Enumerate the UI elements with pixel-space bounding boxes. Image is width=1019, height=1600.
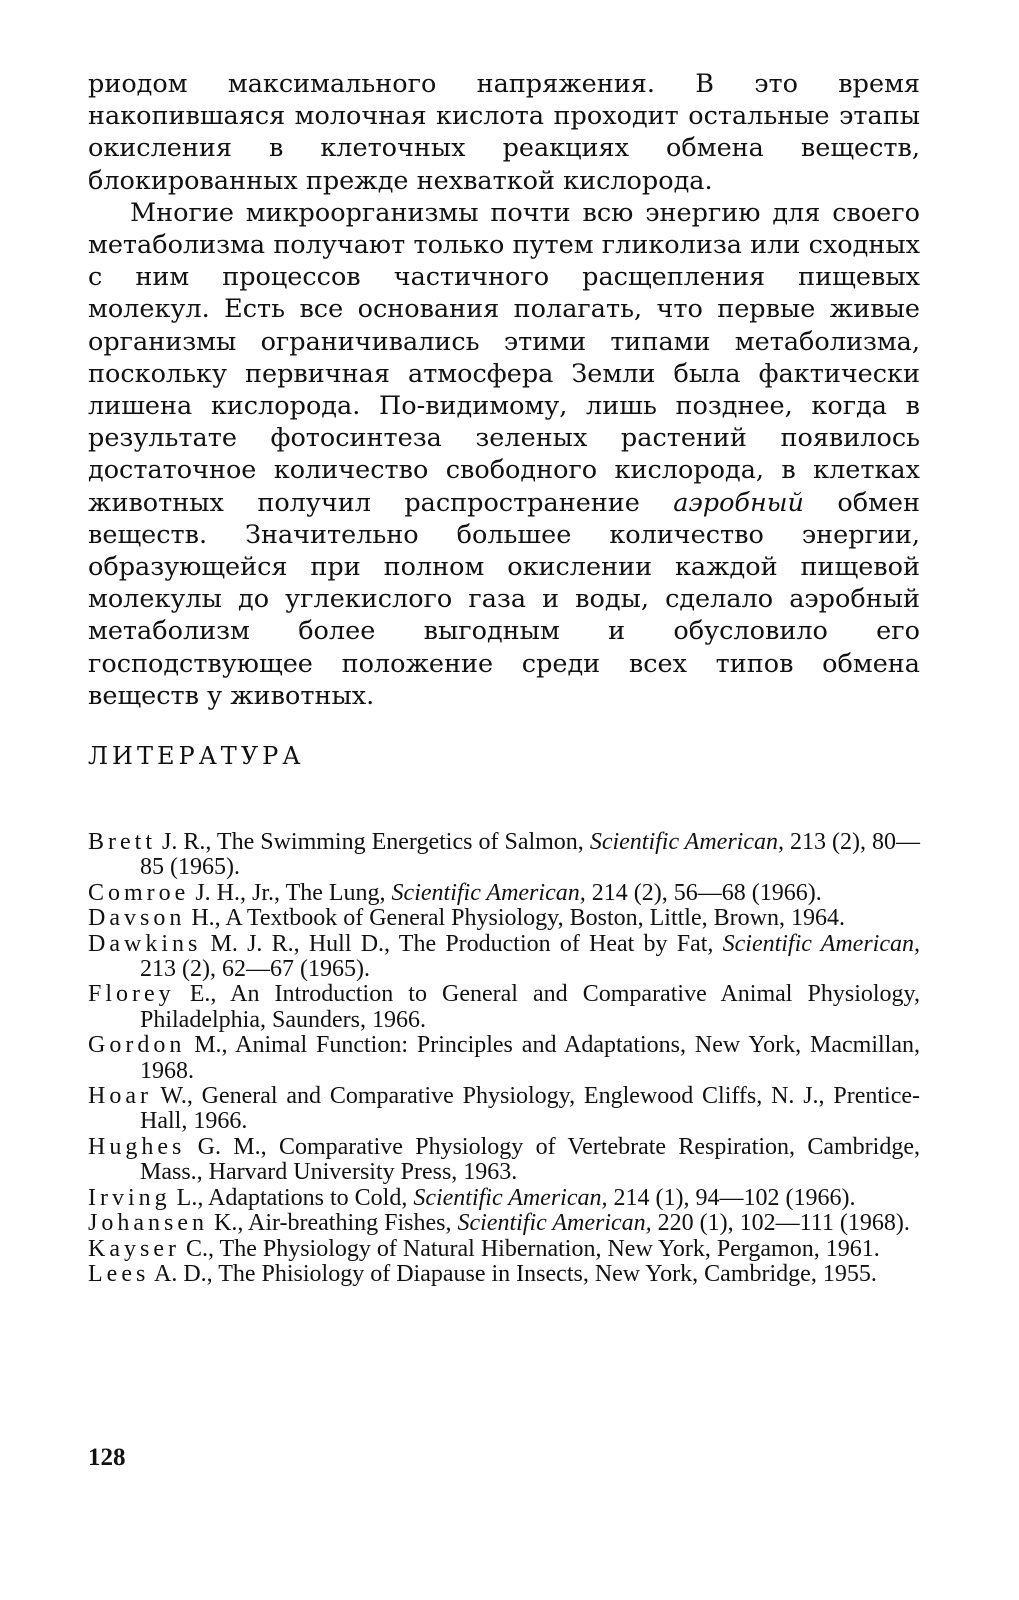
reference-author: Comroe — [88, 879, 190, 906]
reference-journal: Scientific American, — [722, 930, 920, 957]
reference-details: 214 (1), 94—102 (1966). — [607, 1184, 856, 1211]
paragraph-2-text-end: обмен веществ. Значительно большее количество энергии, образующейся при полном окислении каждой пищевой молекулы до углекислого газа и воды, сделало аэробный метаболизм более выгодным и обусловило его господствующее положение среди всех типов обмена веществ у животных. — [88, 487, 920, 711]
reference-author: Irving — [88, 1184, 171, 1211]
reference-text: A. D., The Phisiology of Diapause in Insects, New York, Cambridge, 1955. — [149, 1260, 877, 1287]
page-content — [88, 68, 921, 1287]
body-paragraph-1: риодом максимального напряжения. В это время накопившаяся молочная кислота проходит остальные этапы окисления в клеточных реакциях обмена веществ, блокированных прежде нехваткой кислорода. — [88, 69, 920, 196]
reference-text: M., Animal Function: Principles and Adaptations, New York, Macmillan, 1968. — [140, 1032, 920, 1084]
reference-author: Kayser — [88, 1235, 180, 1262]
reference-journal: Scientific American, — [457, 1210, 652, 1237]
reference-details: 214 (2), 56—68 (1966). — [585, 879, 822, 906]
reference-item — [88, 1262, 920, 1287]
reference-author: Johansen — [88, 1210, 208, 1237]
reference-text: C., The Physiology of Natural Hibernation, New York, Pergamon, 1961. — [179, 1235, 880, 1262]
literature-heading: ЛИТЕРАТУРА — [88, 742, 305, 770]
reference-details: 220 (1), 102—111 (1968). — [651, 1210, 910, 1237]
paragraph-2-text-start: Многие микроорганизмы почти всю энергию для своего метаболизма получают только путем гликолиза или сходных с ним процессов частичного расщепления пищевых молекул. Есть все основания полагать, что первые живые организмы ограничивались этими типами метаболизма, поскольку первичная атмосфера Земли была фактически лишена кислорода. По-видимому, лишь позднее, когда в результате фотосинтеза зеленых растений появилось достаточное количество свободного кислорода, в клетках животных получил распространение — [88, 197, 920, 518]
reference-text: L., Adaptations to Cold, — [170, 1184, 414, 1211]
reference-text: G. M., Comparative Physiology of Vertebrate Respiration, Cambridge, Mass., Harvard University Press, 1963. — [140, 1133, 920, 1186]
reference-list — [88, 830, 920, 1287]
reference-item — [88, 1135, 920, 1186]
reference-journal: Scientific American, — [413, 1184, 608, 1211]
reference-author: Lees — [88, 1260, 150, 1287]
reference-item — [88, 1211, 920, 1236]
reference-item — [88, 1237, 920, 1262]
reference-item — [88, 906, 920, 931]
reference-text: W., General and Comparative Physiology, Englewood Cliffs, N. J., Prentice-Hall, 1966. — [140, 1083, 920, 1135]
reference-text: K., Air-breathing Fishes, — [207, 1210, 458, 1237]
reference-text: J. R., The Swimming Energetics of Salmon, — [156, 829, 590, 855]
reference-author: Brett — [88, 829, 156, 855]
reference-journal: Scientific American, — [589, 829, 784, 855]
reference-author: Gordon — [88, 1032, 186, 1059]
reference-author: Hoar — [88, 1083, 152, 1110]
reference-item — [88, 932, 920, 983]
reference-item — [88, 1186, 920, 1211]
reference-text: H., A Textbook of General Physiology, Boston, Little, Brown, 1964. — [185, 905, 845, 932]
reference-item — [88, 1033, 920, 1084]
paragraph-2-italic-term: аэробный — [673, 487, 804, 518]
reference-item — [88, 1084, 920, 1135]
reference-details: 213 (2), 62—67 (1965). — [140, 956, 370, 983]
reference-author: Dawkins — [88, 930, 202, 957]
reference-text: M. J. R., Hull D., The Production of Heat by Fat, — [201, 930, 723, 957]
reference-text: E., An Introduction to General and Comparative Animal Physiology, Philadelphia, Saunders, 1966. — [140, 981, 920, 1033]
body-paragraph-2 — [88, 197, 920, 712]
reference-journal: Scientific American, — [391, 879, 586, 906]
reference-author: Florey — [88, 981, 175, 1008]
reference-item — [88, 881, 920, 906]
reference-details: 213 (2), 80—85 (1965). — [140, 829, 921, 881]
page-number: 128 — [88, 1444, 126, 1471]
reference-text: J. H., Jr., The Lung, — [189, 879, 392, 906]
reference-item — [88, 830, 920, 881]
reference-author: Hughes — [88, 1133, 186, 1160]
reference-item — [88, 982, 920, 1033]
reference-author: Davson — [88, 905, 186, 932]
